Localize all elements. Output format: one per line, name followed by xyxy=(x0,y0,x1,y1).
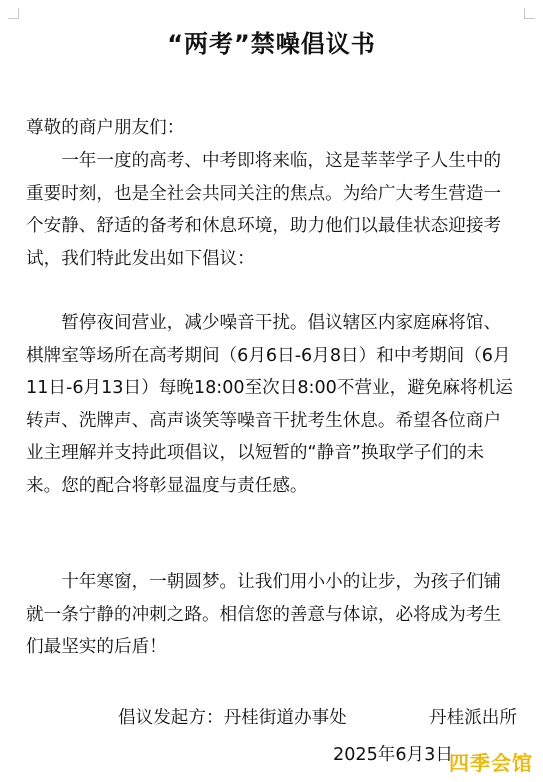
paragraph-1: 一年一度的高考、中考即将来临，这是莘莘学子人生中的重要时刻，也是全社会共同关注的焦点。为给广大考生营造一个安静、舒适的备考和休息环境，助力他们以最佳状态迎接考试，我们特此发出如下倡议： xyxy=(26,151,502,269)
salutation: 尊敬的商户朋友们： xyxy=(26,118,185,138)
signature-initiator: 倡议发起方：丹桂街道办事处 xyxy=(118,708,347,728)
page-corner-mark-top-left xyxy=(8,8,19,19)
document-title: “两考”禁噪倡议书 xyxy=(167,30,376,58)
document-date: 2025年6月3日 xyxy=(333,745,453,765)
page-corner-mark-top-right xyxy=(524,8,535,19)
paragraph-2: 暂停夜间营业，减少噪音干扰。倡议辖区内家庭麻将馆、棋牌室等场所在高考期间（6月6日-6月8日）和中考期间（6月11日-6月13日）每晚18:00至次日8:00不营业，避免麻将机运转声、洗牌声、高声谈笑等噪音干扰考生休息。希望各位商户业主理解并支持此项倡议，以短暂的“静音”换取学子们的未来。您的配合将彰显温度与责任感。 xyxy=(26,313,513,496)
signature-police-station: 丹桂派出所 xyxy=(429,708,517,728)
paragraph-3: 十年寒窗，一朝圆梦。让我们用小小的让步，为孩子们铺就一条宁静的冲刺之路。相信您的善意与体谅，必将成为考生们最坚实的后盾！ xyxy=(26,572,502,657)
watermark-logo: 四季会馆 xyxy=(449,751,533,775)
